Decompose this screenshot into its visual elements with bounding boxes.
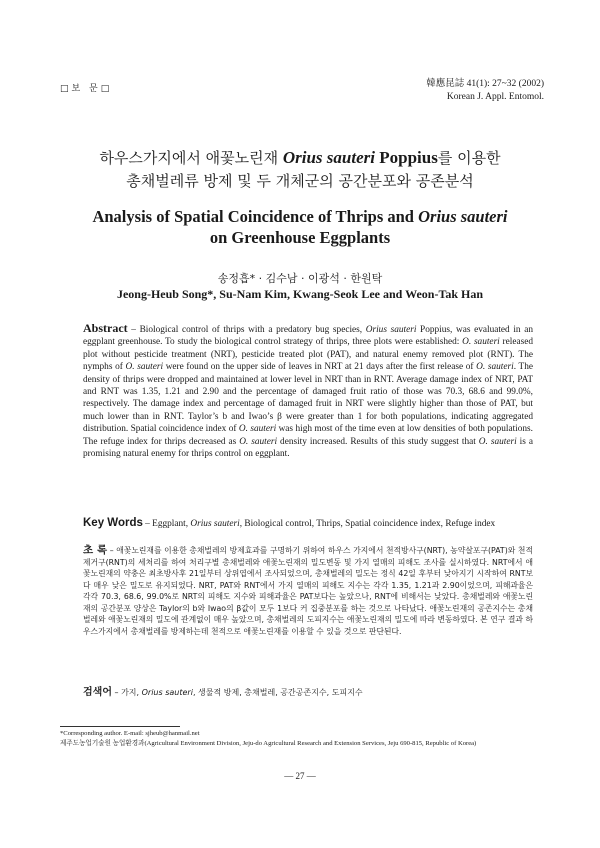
species-name: O. sauteri <box>238 424 277 435</box>
korean-title-pre: 하우스가지에서 애꽃노린재 <box>99 149 283 167</box>
authors-korean: 송정흡* · 김수남 · 이광석 · 한원탁 <box>217 272 383 285</box>
keywords-text: , Biological control, Thrips, Spatial coincidence index, Refuge index <box>239 519 496 529</box>
english-abstract <box>83 322 533 460</box>
species-name: O. sauteri <box>476 362 514 373</box>
abstract-label: Abstract <box>83 321 128 335</box>
abstract-text: Poppius, was evaluated in an eggplant greenhouse. To study the biological control strategy of thrips, three plots were established: <box>83 325 533 348</box>
korean-title-author: Poppius <box>374 148 438 167</box>
species-name: O. sauteri <box>125 362 164 373</box>
abstract-text: . The density of thrips were dropped and maintained at lower level in NRT than in RNT. Average damage index of NRT, PAT and RNT was 1.35, 1.21 and 2.90 and the percentage of damaged fruit ratio of those was 70.3, 68.6 and 99.0%, respectively. The damage index and percentage of damaged fruit in NRT were slightly higher than those of PAT, but much lower than in RNT. Taylor’s b and Iwao’s β were greater than 1 for both populations, indicating aggregated distribution. Spatial coincidence index of <box>83 362 533 435</box>
abstract-text: were found on the upper side of leaves in NRT at 21 days after the first release of <box>163 362 477 373</box>
korean-title-post: 를 이용한 <box>437 149 501 167</box>
page-number: — 27 — <box>284 771 316 781</box>
keywords-text: – Eggplant, <box>142 519 191 529</box>
korean-keywords-label: 검색어 <box>83 687 112 698</box>
journal-citation: 韓應昆誌 41(1): 27~32 (2002) <box>426 79 544 89</box>
korean-abstract <box>83 545 533 637</box>
english-title <box>40 206 560 248</box>
korean-abstract-label: 초 록 <box>83 544 108 556</box>
abstract-text: is a promising natural enemy for thrips control on eggplant. <box>83 436 533 460</box>
species-name: O. sauteri <box>239 436 278 447</box>
korean-title-species: Orius sauteri <box>282 148 375 167</box>
korean-keywords-text: – 가지, <box>111 688 142 697</box>
english-title-species: Orius sauteri <box>418 207 508 226</box>
english-keywords <box>83 517 533 531</box>
abstract-text: – Biological control of thrips with a predatory bug species, <box>127 325 366 335</box>
korean-title <box>40 146 560 193</box>
footnotes <box>60 729 545 748</box>
english-title-line1: Analysis of Spatial Coincidence of Thrips and <box>92 207 419 226</box>
korean-abstract-text: – 애꽃노린재를 이용한 총채벌레의 방제효과를 구명하기 위하여 하우스 가지에서 천적방사구(NRT), 농약살포구(PAT)와 천적제거구(RNT)의 세처리를 하여 처리구별 총채벌레와 애꽃노린재의 밀도변동 및 가지 열매의 피해도 조사를 실시하였다. NRT에서 애꽃노린재의 약충은 최초방사후 21일부터 상위엽에서 조사되었으며, 총채벌레의 밀도는 정식 42일 후부터 낮아지기 시작하여 RNT보다 매우 낮은 밀도로 유지되었다. NRT, PAT와 RNT에서 가지 열매의 피해도 지수는 각각 1.35, 1.21과 2.90이었으며, 피해과율은 각각 70.3, 68.6, 99.0%로 NRT의 피해도 지수와 피해과율은 PAT보다는 높았으나, RNT에 비해서는 낮았다. 총채벌레와 애꽃노린재의 공간분포 양상은 Taylor의 b와 Iwao의 β값이 모두 1보다 커 집중분포를 하는 것으로 나타났다. 애꽃노린재의 공존지수는 총채벌레와 애꽃노린재의 밀도에 관계없이 매우 높았으며, 총채벌레의 도피지수는 애꽃노린재의 밀도에 따라 변동하였다. 본 연구 결과 하우스가지에서 총채벌레를 방제하는데 천적으로 애꽃노린재를 이용할 수 있을 것으로 판단된다. <box>83 546 533 636</box>
species-name: Orius sauteri <box>365 325 417 335</box>
journal-header <box>426 78 544 104</box>
journal-name: Korean J. Appl. Entomol. <box>446 92 544 102</box>
species-name: O. sauteri <box>462 337 500 348</box>
authors-english: Jeong-Heub Song*, Su-Nam Kim, Kwang-Seok Lee and Weon-Tak Han <box>116 287 484 301</box>
korean-title-line2: 총채벌레류 방제 및 두 개체군의 공간분포와 공존분석 <box>126 172 474 190</box>
keywords-label: Key Words <box>83 517 143 529</box>
korean-keywords <box>83 687 533 699</box>
species-name: Orius sauteri <box>141 688 193 697</box>
corresponding-author-note: *Corresponding author. E-mail: sjheub@hanmail.net <box>60 730 200 737</box>
species-name: O. sauteri <box>478 436 517 447</box>
abstract-text: density increased. Results of this study suggest that <box>277 436 479 447</box>
english-title-line2: on Greenhouse Eggplants <box>209 228 391 247</box>
abstract-text: released plot without pesticide treatment (NRT), pesticide treated plot (PAT), and natural enemy removed plot (RNT). The nymphs of <box>83 337 533 373</box>
footnote-divider <box>60 726 180 727</box>
affiliation-note: 제주도농업기술원 농업환경과(Agricultural Environment Division, Jeju-do Agricultural Research and Extension Services, Jeju 690-815, Republic of Korea) <box>60 739 477 747</box>
species-name: Orius sauteri <box>190 519 240 529</box>
abstract-text: was high most of the time even at low densities of both populations. The refuge index for thrips decreased as <box>83 424 533 447</box>
section-label: □보 문□ <box>60 84 113 94</box>
korean-keywords-text: , 생물적 방제, 총채벌레, 공간공존지수, 도피지수 <box>192 688 363 697</box>
